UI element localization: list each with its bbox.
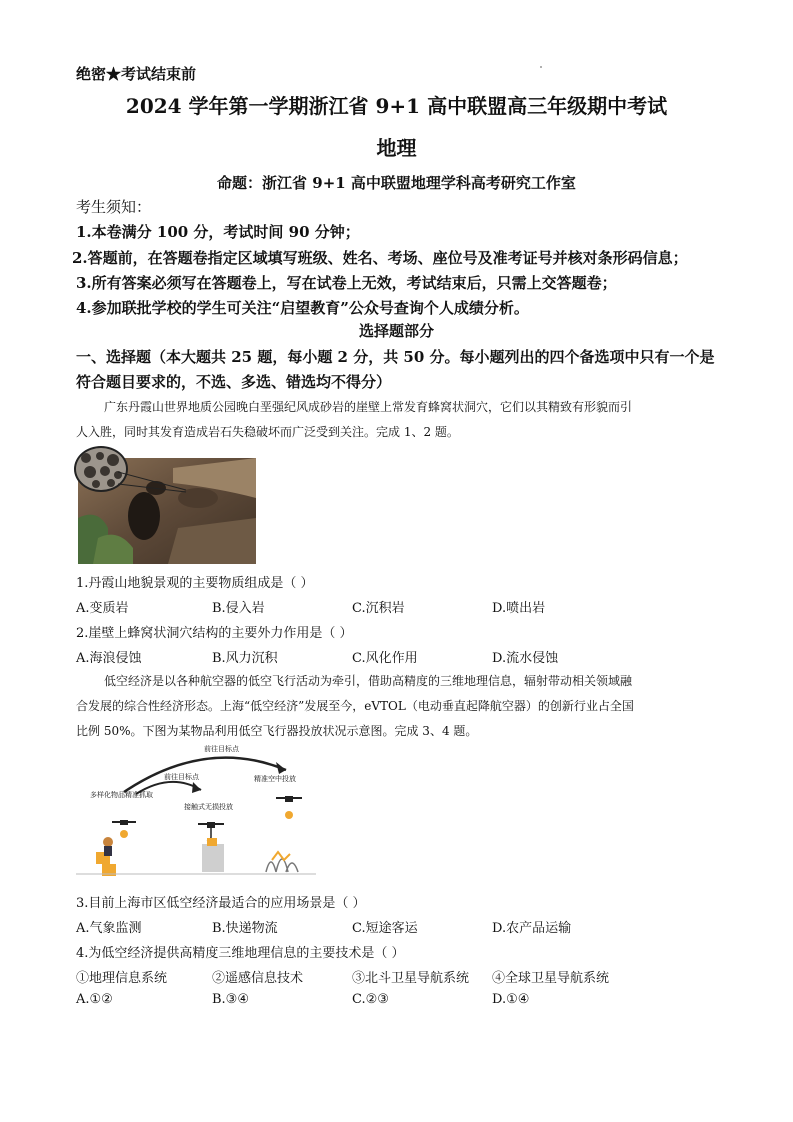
- confidential-label: 绝密★考试结束前: [76, 65, 197, 83]
- passage1-line2: 人入胜，同时其发育造成岩石失稳破坏而广泛受到关注。完成 1、2 题。: [76, 425, 459, 439]
- drone-center-icon: [198, 822, 224, 840]
- q4-item-2: ②遥感信息技术: [212, 971, 304, 986]
- q3-option-a: A.气象监测: [76, 921, 142, 936]
- q4-option-b: B.③④: [212, 992, 249, 1007]
- section-heading-line2: 符合题目要求的，不选、多选、错选均不得分）: [76, 373, 392, 391]
- author-line: 命题：浙江省 9+1 高中联盟地理学科高考研究工作室: [217, 174, 576, 192]
- subject-title: 地理: [376, 136, 417, 160]
- drone-delivery-diagram: [76, 742, 316, 878]
- section-heading-line1: 一、选择题（本大题共 25 题，每小题 2 分，共 50 分。每小题列出的四个备选项中只有一个是: [76, 348, 715, 366]
- drone-right-icon: [276, 796, 302, 819]
- q2-option-c: C.风化作用: [352, 651, 418, 666]
- notice-heading: 考生须知：: [76, 198, 152, 216]
- diagram-label-center: 接触式无损投放: [184, 803, 233, 811]
- q2-option-a: A.海浪侵蚀: [76, 651, 142, 666]
- q4-item-4: ④全球卫星导航系统: [492, 971, 610, 986]
- notice-item-4: 4.参加联批学校的学生可关注“启望教育”公众号查询个人成绩分析。: [76, 299, 529, 317]
- scan-speck: [540, 66, 542, 68]
- diagram-label-right: 精准空中投放: [254, 775, 296, 783]
- q3-option-c: C.短途客运: [352, 921, 418, 936]
- q1-option-a: A.变质岩: [76, 601, 129, 616]
- exam-title: 2024 学年第一学期浙江省 9+1 高中联盟高三年级期中考试: [125, 94, 668, 118]
- q3-option-b: B.快递物流: [212, 921, 278, 936]
- passage2-line1: 低空经济是以各种航空器的低空飞行活动为牵引，借助高精度的三维地理信息，辐射带动相关领域融: [104, 674, 633, 688]
- q2-stem: 2.崖壁上蜂窝状洞穴结构的主要外力作用是（ ）: [76, 626, 353, 641]
- q4-option-c: C.②③: [352, 992, 389, 1007]
- q1-option-d: D.喷出岩: [492, 601, 546, 616]
- q2-option-d: D.流水侵蚀: [492, 651, 559, 666]
- notice-item-1: 1.本卷满分 100 分，考试时间 90 分钟；: [76, 223, 360, 241]
- q3-option-d: D.农产品运输: [492, 921, 572, 936]
- q4-item-1: ①地理信息系统: [76, 971, 168, 986]
- passage2-line2: 合发展的综合性经济形态。上海“低空经济”发展至今，eVTOL（电动垂直起降航空器）的创新行业占全国: [76, 699, 634, 713]
- q3-stem: 3.目前上海市区低空经济最适合的应用场景是（ ）: [76, 896, 366, 911]
- inset-pointer-lines: [118, 470, 188, 500]
- notice-item-2: 2.答题前，在答题卷指定区域填写班级、姓名、考场、座位号及准考证号并核对条形码信息；: [72, 249, 688, 267]
- passage2-line3: 比例 50%。下图为某物品利用低空飞行器投放状况示意图。完成 3、4 题。: [76, 724, 478, 738]
- q4-stem: 4.为低空经济提供高精度三维地理信息的主要技术是（ ）: [76, 946, 405, 961]
- part-title: 选择题部分: [358, 322, 434, 340]
- q1-option-b: B.侵入岩: [212, 601, 265, 616]
- q1-stem: 1.丹霞山地貌景观的主要物质组成是（ ）: [76, 576, 314, 591]
- q4-option-d: D.①④: [492, 992, 530, 1007]
- q4-option-a: A.①②: [76, 992, 113, 1007]
- passage1-line1: 广东丹霞山世界地质公园晚白垩强纪风成砂岩的崖壁上常发育蜂窝状洞穴，它们以其精致有形貌而引: [104, 400, 633, 414]
- diagram-label-middle: 前往目标点: [164, 773, 199, 781]
- diagram-label-top: 前往目标点: [204, 745, 239, 753]
- q4-item-3: ③北斗卫星导航系统: [352, 971, 470, 986]
- notice-item-3: 3.所有答案必须写在答题卷上，写在试卷上无效，考试结束后，只需上交答题卷；: [76, 274, 617, 292]
- q1-option-c: C.沉积岩: [352, 601, 405, 616]
- drone-left-icon: [112, 820, 136, 838]
- q2-option-b: B.风力沉积: [212, 651, 278, 666]
- diagram-label-left: 多样化物品精准抓取: [90, 791, 153, 799]
